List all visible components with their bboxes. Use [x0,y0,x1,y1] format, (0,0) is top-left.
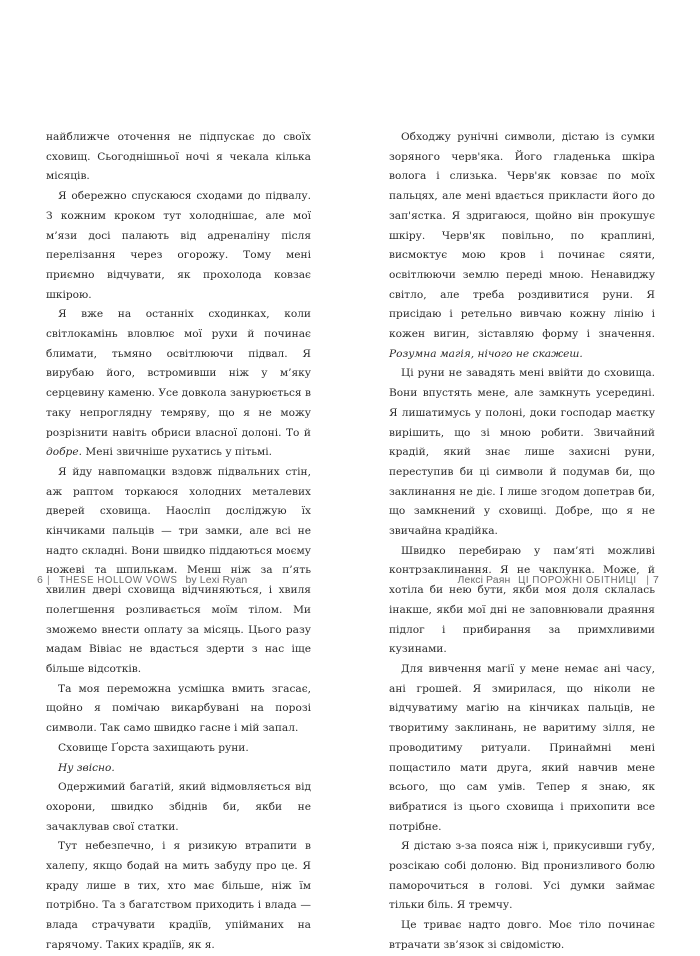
paragraph-italic: добре. [46,446,82,459]
paragraph-text: Я вже на останніх сходинках, коли світлокамінь вловлює мої рухи й починає блимати, тьмяно освітлюючи підвал. Я вирубаю його, встромивши ніж у м’яку серцевину каменю. Усе довкола занурюється в таку непроглядну темряву, що я не можу розрізнити навіть обриси власної долоні. То й [46,308,311,439]
paragraph: Це триває надто довго. Моє тіло починає втрачати зв’язок зі свідомістю. [389,919,655,951]
paragraph: Для вивчення магії у мене немає ані часу, ані грошей. Я змирилася, що ніколи не відчуватиму магію на кінчиках пальців, не творитиму заклинань, не варитиму зілля, не проводитиму ритуали. Принаймні мені пощастило мати друга, який навчив мене всього, що сам умів. Тепер я знаю, як вибратися із цього сховища і прихопити все потрібне. [389,662,655,833]
paragraph: найближче оточення не підпускає до своїх сховищ. Сьогоднішньої ночі я чекала кілька місяців. [46,131,311,183]
running-head-title: ЦІ ПОРОЖНІ ОБІТНИЦІ [518,574,638,586]
paragraph: Я дістаю з-за пояса ніж і, прикусивши губу, розсікаю собі долоню. Від пронизливого болю паморочиться в голові. Усі думки займає тільки біль. Я тремчу. [389,840,655,912]
paragraph: Швидко перебираю у пам’яті можливі контрзаклинання. Я не чаклунка. Може, й хотіла би нею бути, якби моя доля склалась інакше, якби мої дні не заповнювали драяння підлог і прибирання за примхливими кузинами. [389,544,655,656]
paragraph-text: Мені звичніше рухатись у пітьмі. [81,446,272,459]
page-number: 7 [653,574,659,586]
footer-separator: | [46,574,50,586]
paragraph: Сховище Ґорста захищають руни. [58,741,249,754]
right-page-footer [458,574,659,586]
paragraph: Та моя переможна усмішка вмить згасає, щойно я помічаю викарбувані на порозі символи. Так само швидко гасне і мій запал. [46,682,311,735]
paragraph [389,128,655,364]
running-head-title: THESE HOLLOW VOWS [58,574,178,586]
left-page [0,0,350,951]
paragraph: Я обережно спускаюся сходами до підвалу. З кожним кроком тут холоднішає, але мої м’язи досі палають від адреналіну після перелізання через огорожу. Тому мені приємно відчувати, як прохолода ковзає шкірою. [46,190,311,301]
footer-separator: | [646,574,650,586]
paragraph: Одержимий багатій, який відмовляється від охорони, швидко збіднів би, якби не зачаклував свої статки. [46,781,311,833]
right-page-body [389,128,655,956]
paragraph-italic: Ну звісно. [58,761,115,774]
running-head-author: Лексі Раян [457,574,511,586]
left-page-body [46,128,311,956]
page-number: 6 [37,574,43,586]
paragraph-italic: Розумна магія, нічого не скажеш. [389,347,583,360]
running-head-byline: by Lexi Ryan [185,574,248,586]
paragraph: Тут небезпечно, і я ризикую втрапити в халепу, якщо бодай на мить забуду про це. Я краду лише в тих, хто має більше, ніж їм потрібно. Та з багатством приходить і влада — влада страчувати крадіїв, упійманих на гарячому. Таких крадіїв, як я. [46,840,311,951]
paragraph [46,305,311,463]
paragraph-text: Обходжу рунічні символи, дістаю із сумки зоряного черв'яка. Його гладенька шкіра волога і слизька. Черв'як ковзає по моїх пальцях, але мені вдається прикласти його до зап'ястка. Я здригаюся, щойно він прокушує шкіру. Черв'як повільно, по краплині, висмоктує мою кров і починає сяяти, освітлюючи землю переді мною. Ненавиджу світло, але треба роздивитися руни. Я присідаю і ретельно вивчаю кожну лінію і кожен вигин, зіставляю форму і значення. [389,131,655,341]
right-page [350,0,700,951]
paragraph: Ці руни не завадять мені ввійти до сховища. Вони впустять мене, але замкнуть усередині. Я лишатимусь у полоні, доки господар маєтку вирішить, що зі мною робити. Звичайний крадій, який знає лише захисні руни, переступив би ці символи й подумав би, що заклинання не діє. І лише згодом допетрав би, що замкнений у сховищі. Добре, що я не звичайна крадійка. [389,367,655,538]
left-page-footer [37,574,247,586]
paragraph [46,759,311,779]
paragraph: Я йду навпомацки вздовж підвальних стін, аж раптом торкаюся холодних металевих дверей сховища. Наосліп досліджую їх кінчиками пальців — три замки, але всі не надто складні. Вони швидко піддаються моєму ножеві та шпилькам. Менш ніж за п’ять хвилин двері сховища відчиняються, і хвиля полегшення розливається моїм тілом. Ми зможемо внести оплату за місяць. Цього разу мадам Вівіас не вдасться здерти з нас іще більше відсотків. [46,465,311,675]
